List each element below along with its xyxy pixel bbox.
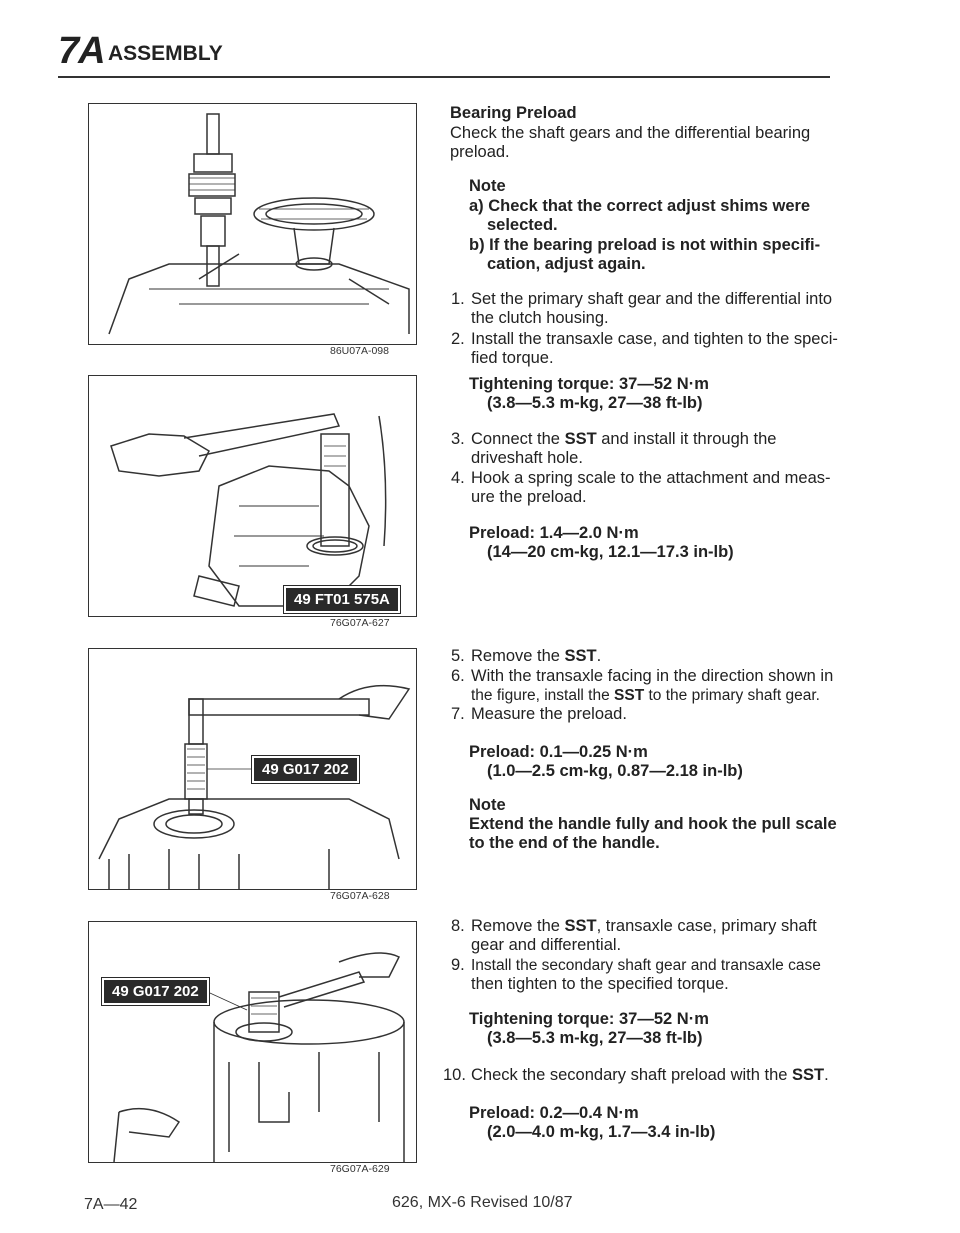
preload-spec-2-line-2: (1.0—2.5 cm-kg, 0.87—2.18 in-lb) — [487, 762, 743, 780]
page-number: 7A—42 — [84, 1196, 138, 1213]
figure-3-code: 76G07A-628 — [330, 890, 390, 902]
header-divider — [58, 76, 830, 78]
intro-line-2: preload. — [450, 143, 510, 161]
section-heading: Bearing Preload — [450, 104, 577, 122]
figure-2 — [88, 375, 417, 617]
step-text-2: fied torque. — [471, 349, 554, 367]
note-2-line-1: Extend the handle fully and hook the pull scale — [469, 815, 837, 833]
step-3 — [451, 430, 776, 468]
step-number: 3. — [451, 430, 465, 448]
figure-3 — [88, 648, 417, 890]
figure-1-code: 86U07A-098 — [330, 345, 389, 357]
step-10 — [443, 1066, 829, 1085]
note-a-line-1: a) Check that the correct adjust shims were — [469, 197, 811, 215]
step-text-1: Check the secondary shaft preload with the SST. — [471, 1066, 829, 1084]
step-text-1: Measure the preload. — [471, 705, 627, 723]
step-9 — [451, 956, 821, 994]
tool-label-3: 49 G017 202 — [102, 978, 209, 1005]
torque-spec-2-line-1: Tightening torque: 37—52 N·m — [469, 1010, 709, 1028]
step-number: 6. — [451, 667, 465, 685]
note-2-title: Note — [469, 796, 506, 814]
step-text-1: Hook a spring scale to the attachment and meas- — [471, 469, 831, 487]
torque-spec-1-line-1: Tightening torque: 37—52 N·m — [469, 375, 709, 393]
tool-label-2: 49 G017 202 — [252, 756, 359, 783]
step-number: 5. — [451, 647, 465, 665]
preload-spec-1-line-1: Preload: 1.4—2.0 N·m — [469, 524, 639, 542]
sst-term: SST — [564, 917, 597, 935]
tool-label-1: 49 FT01 575A — [284, 586, 400, 613]
step-number: 10. — [443, 1066, 466, 1084]
figure-1 — [88, 103, 417, 345]
preload-spec-3-line-1: Preload: 0.2—0.4 N·m — [469, 1104, 639, 1122]
step-5 — [451, 647, 601, 666]
step-text-1: Set the primary shaft gear and the differential into — [471, 290, 833, 308]
step-number: 1. — [451, 290, 465, 308]
step-text-2: driveshaft hole. — [471, 449, 583, 467]
sst-term: SST — [792, 1066, 825, 1084]
torque-spec-1-line-2: (3.8—5.3 m-kg, 27—38 ft-lb) — [487, 394, 703, 412]
step-number: 7. — [451, 705, 465, 723]
step-number: 9. — [451, 956, 465, 974]
step-text-2: gear and differential. — [471, 936, 622, 954]
note-b-line-2: cation, adjust again. — [487, 255, 646, 273]
torque-spec-2-line-2: (3.8—5.3 m-kg, 27—38 ft-lb) — [487, 1029, 703, 1047]
sst-term: SST — [564, 430, 597, 448]
step-text-2: the clutch housing. — [471, 309, 609, 327]
section-number: 7A — [58, 30, 105, 72]
preload-spec-3-line-2: (2.0—4.0 m-kg, 1.7—3.4 in-lb) — [487, 1123, 716, 1141]
step-number: 8. — [451, 917, 465, 935]
step-2 — [451, 330, 838, 368]
spring-scale-illustration — [89, 376, 416, 616]
figure-4-code: 76G07A-629 — [330, 1163, 390, 1175]
intro-line-1: Check the shaft gears and the differential bearing — [450, 124, 811, 142]
sst-term: SST — [564, 647, 597, 665]
model-revision: 626, MX-6 Revised 10/87 — [392, 1194, 573, 1211]
step-text-1: Install the secondary shaft gear and transaxle case — [471, 957, 821, 974]
gear-assembly-illustration — [89, 104, 416, 344]
figure-2-code: 76G07A-627 — [330, 617, 390, 629]
step-number: 2. — [451, 330, 465, 348]
step-text-1: Remove the SST, transaxle case, primary shaft — [471, 917, 817, 935]
step-4 — [451, 469, 831, 507]
note-a-line-2: selected. — [487, 216, 558, 234]
step-number: 4. — [451, 469, 465, 487]
step-8 — [451, 917, 817, 955]
preload-spec-2-line-1: Preload: 0.1—0.25 N·m — [469, 743, 648, 761]
note-2-line-2: to the end of the handle. — [469, 834, 660, 852]
page-title: ASSEMBLY — [108, 42, 223, 65]
step-text-1: With the transaxle facing in the direction shown in — [471, 667, 834, 685]
sst-term: SST — [614, 687, 645, 704]
note-b-line-1: b) If the bearing preload is not within specifi- — [469, 236, 821, 254]
step-text-2: then tighten to the specified torque. — [471, 975, 729, 993]
preload-spec-1-line-2: (14—20 cm-kg, 12.1—17.3 in-lb) — [487, 543, 734, 561]
step-1 — [451, 290, 832, 328]
step-text-2: ure the preload. — [471, 488, 587, 506]
step-6 — [451, 667, 833, 705]
step-text-1: Connect the SST and install it through the — [471, 430, 777, 448]
figure-4 — [88, 921, 417, 1163]
step-text-2: the figure, install the SST to the primary shaft gear. — [471, 687, 820, 704]
secondary-shaft-sst-illustration — [89, 922, 416, 1162]
step-text-1: Install the transaxle case, and tighten to the speci- — [471, 330, 838, 348]
step-7 — [451, 705, 627, 724]
note-title: Note — [469, 177, 506, 195]
step-text-1: Remove the SST. — [471, 647, 602, 665]
